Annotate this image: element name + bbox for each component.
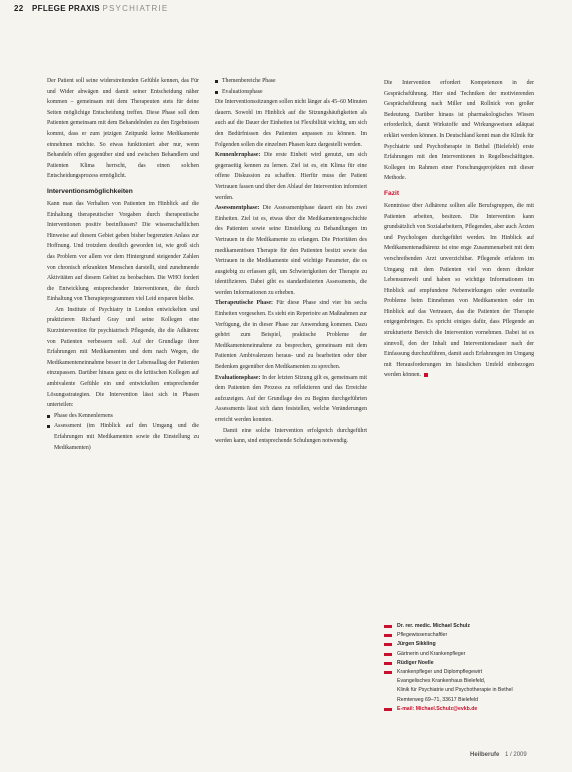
section-title: PFLEGE PRAXIS — [32, 4, 100, 13]
magazine-name: Heilberufe — [470, 752, 500, 758]
phase-label: Therapeutische Phase: — [215, 300, 273, 307]
author-row — [384, 677, 534, 686]
phase-text: Die erste Einheit wird genutzt, um sich gegenseitig kennen zu lernen. Ziel ist es, ein Klima für eine offene Diskussion zu schaffen. Hierfür muss der Patient Vertrauen fassen und über den Ablauf der Intervention informiert werden. — [215, 152, 368, 201]
page-footer — [470, 752, 527, 758]
red-bar-icon — [384, 634, 392, 637]
list-item: Assessment (im Hinblick auf den Umgang und die Erfahrungen mit Medikamenten sowie die Einstellung zu Medikamenten) — [47, 421, 199, 453]
author-row — [384, 659, 534, 668]
page-header — [14, 4, 168, 18]
list-item: Evaluationsphase — [215, 87, 367, 98]
spacer — [384, 680, 392, 683]
red-bar-icon — [384, 662, 392, 665]
fazit-text: Kenntnisse über Adhärenz sollten alle Berufsgruppen, die mit Patienten arbeiten, besitzen. Die Intervention kann grundsätzlich von Sozialarbeitern, Pflegenden, aber auch Ärzten und Psychologen durchgeführt werden. Im Hinblick auf Medikamentenadhärenz ist eine enge Zusammenarbeit mit dem verschreibenden Arzt unverzichtbar. Pflegende erfahren im Umgang mit dem Patienten viel von deren direkter Lebensumwelt und haben so wichtige Informationen im Hinblick auf empfundene Nebenwirkungen oder eventuelle Probleme beim Einnehmen von Medikamenten oder im Hinblick auf das Vertrauen, das die Patienten der Therapie entgegenbringen. Es spricht einiges dafür, dass Pflegende an strukturierte Bereich die Intervention vornehmen. Dabei ist es sinnvoll, den der Inhalt und Interventionsdauer nach der Einfassung durchzuführen, damit auch Erfahrungen im Umgang mit Herausforderungen im häuslichen Umfeld einbezogen werden können. — [384, 202, 534, 379]
issue-number: 1 / 2009 — [505, 752, 527, 758]
red-bar-icon — [384, 643, 392, 646]
author-org: Klinik für Psychiatrie und Psychotherapie in Bethel — [397, 687, 513, 694]
author-address: Remterweg 69–71, 33617 Bielefeld — [397, 696, 479, 703]
column-2 — [215, 76, 367, 447]
author-row — [384, 696, 534, 705]
list-item: Phase des Kennenlernens — [47, 411, 199, 422]
red-bar-icon — [384, 653, 392, 656]
phase-label: Assessmentphase: — [215, 205, 260, 212]
phase-evaluation — [215, 373, 367, 426]
phase-list-continued — [215, 76, 367, 97]
phase-assessment — [215, 203, 367, 298]
column-1 — [47, 76, 199, 453]
author-role: Krankenpfleger und Diplompflegewirt — [397, 669, 483, 676]
subsection-title: PSYCHIATRIE — [102, 4, 169, 13]
author-row — [384, 640, 534, 649]
column-1-body-2: Am Institute of Psychiatry in London entwickelten und praktizieren Richard Gray und seine Kollegen eine Kurzintervention für psychiatrisch Pflegende, die die Adhärenz von Patienten verbessern soll. Auf der Grundlage ihrer Erfahrungen mit Medikamenten und dem nach Wegen, die Medikamenteneinnahme besser in der Lebensalltag der Patienten einzupassen. Darüber hinaus ganz es die kritischen Kollegen auf ambivalente Gefühle ein und entwickelten entsprechender Lösungsstrategien. Die Intervention lässt sich in Phasen unterteilen: — [47, 306, 199, 409]
column-3 — [384, 78, 534, 381]
author-role: Pflegewissenschaftler — [397, 632, 448, 639]
author-row — [384, 650, 534, 659]
red-bar-icon — [384, 671, 392, 674]
red-bar-icon — [384, 625, 392, 628]
author-name: Jürgen Sikkling — [397, 641, 436, 648]
author-row — [384, 622, 534, 631]
phase-label: Evaluationsphase: — [215, 374, 261, 381]
spacer — [384, 699, 392, 702]
author-email[interactable]: E-mail: Michael.Schulz@evkb.de — [397, 705, 478, 712]
list-item: Themenbereiche Phase — [215, 76, 367, 87]
phase-list — [47, 411, 199, 453]
column-2-closing: Damit eine solche Intervention erfolgreich durchgeführt werden kann, sind entsprechende Schulungen notwendig. — [215, 427, 367, 445]
phase-therapeutic — [215, 298, 367, 372]
heading-fazit: Fazit — [384, 189, 400, 197]
end-mark-icon — [424, 373, 428, 377]
author-row — [384, 668, 534, 677]
column-3-body — [384, 201, 534, 381]
phase-text: Die Assessmentphase dauert ein bis zwei Einheiten. Ziel ist es, etwas über die Medikamentengeschichte des Patienten sowie seine Einstellung zu Behandlungen im Vertrauen in die Medikamente zu erlangen. Die Prioritäten des medikamentösen Therapie für den Patienten besitzt sowie das Vertrauen in die Medikamente sind wichtige Parameter, die es ausgiebig zu erfassen gilt, um Schwierigkeiten der Therapie zu identifizieren. Dabei gibt es standardisierten Assessments, die werden Informationen zu erheben. — [215, 205, 367, 296]
column-3-intro: Die Intervention erfordert Kompetenzen in der Gesprächsführung. Hier sind Techniken der motivierenden Gesprächsführung nach Miller und Rollnick von großer Bedeutung. Darüber hinaus ist pharmakologisches Wissen erforderlich, damit Wirkstoffe und Wirkungsweisen adäquat erklärt werden können. In Deutschland kennt man die Klinik für Psychiatrie und Psychotherapie in Bethel (Bielefeld) erste Erfahrungen mit den Interventionen in Regelbeschäftigten. Kollegen im Rahmen einer Forschungsprojekten mit dieser Methode. — [384, 80, 534, 182]
phase-text: In der letzten Sitzung gilt es, gemeinsam mit dem Patienten den Prozess zu reflektieren und das Erreichte aufzuzeigen. Auf der Grundlage des zu Beginn durchgeführten Assessments lässt sich dann feststellen, welche Veränderungen erreicht werden konnten. — [215, 374, 367, 423]
author-org: Evangelisches Krankenhaus Bielefeld, — [397, 678, 486, 685]
phase-text: Für diese Phase sind vier bis sechs Einheiten vorgesehen. Es steht ein Repertoire an Maßnahmen zur Verfügung, die in dieser Phase zur Anwendung kommen. Dazu gehört zum Beispiel, praktische Probleme der Medikamenteneinnahme zu besprechen, gemeinsam mit dem Patienten Ambivalenzen heraus- und zu bearbeiten oder über Bedenken gegenüber den Medikamenten zu sprechen. — [215, 300, 367, 371]
page-number: 22 — [14, 4, 24, 13]
author-row — [384, 686, 534, 695]
author-name: Rüdiger Noelle — [397, 659, 434, 666]
phase-label: Kennenlernphase: — [215, 152, 261, 159]
author-row — [384, 705, 534, 714]
column-2-intro: Die Interventionssitzungen sollen nicht länger als 45–60 Minuten dauern. Sowohl im Hinblick auf die Sitzungshäufigkeiten als auch auf die Dauer der Einheiten ist Flexibilität wichtig, um sich den Bedürfnissen des Patienten anpassen zu können. Im Folgenden sollen die einzelnen Phasen kurz dargestellt werden. — [215, 99, 367, 148]
phase-kennenlern — [215, 150, 367, 203]
column-1-intro: Der Patient soll seine widerstreitenden Gefühle kennen, das Für und Wider abwägen und damit seiner Entscheidung näher kommen – gemeinsam mit dem Therapeuten stets für deine Seiten möglichige Entscheidung treffen. Diese Phase soll dem Patienten gemeinsam mit dem Behandelnden zu den Ergebnissen kommt, dass er zum jetzigen Zeitpunkt keine Medikamente einnehmen möchte. So etwas funktioniert aber nur, wenn Behandeln offen gegenüber sind und zwischen Behandlern und Patienten Klima herrscht, das einen solchen Entscheidungsprozess ermöglicht. — [47, 78, 199, 180]
author-row — [384, 631, 534, 640]
author-box — [384, 622, 534, 714]
heading-interventions: Interventionsmöglichkeiten — [47, 187, 133, 195]
author-name: Dr. rer. medic. Michael Schulz — [397, 623, 470, 629]
author-role: Gärtnerin und Krankenpfleger — [397, 650, 466, 657]
column-1-body: Kann man das Verhalten von Patienten im Hinblick auf die Einhaltung therapeutischer Vorgaben durch therapeutische Interventionen positiv beeinflussen? Die wissenschaftlichen Hinweise auf diesem Gebiet geben bisher begrenzten Anlass zur Hoffnung. Und trotzdem deutlich geworden ist, wie groß sich das Problem vor allem vor dem Hintergrund steigender Zahlen von chronisch erkrankten Menschen darstellt, sind zunehmende Aktivitäten auf diesem Gebiet zu beobachten. Die WHO fordert die Entwicklung entsprechender Interventionen, die durch Einhaltung von Therapieprogrammen viel Leid ersparen bleibe. — [47, 200, 199, 303]
red-bar-icon — [384, 708, 392, 711]
spacer — [384, 689, 392, 692]
